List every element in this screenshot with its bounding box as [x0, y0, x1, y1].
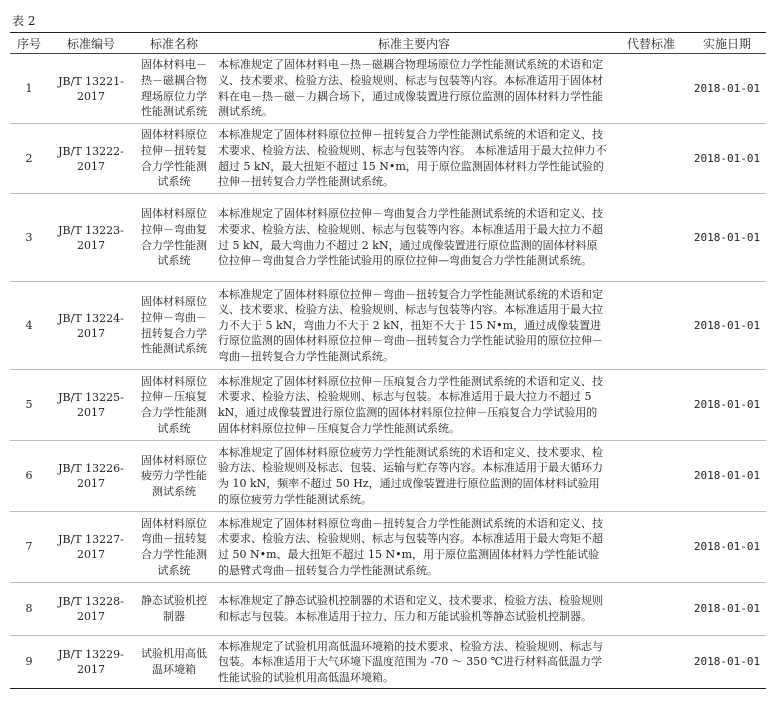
header-index: 序号 — [10, 33, 48, 54]
cell-replaced — [614, 512, 688, 583]
table-row — [10, 583, 766, 636]
cell-name: 固体材料原位拉伸－弯曲复合力学性能测试系统 — [134, 194, 214, 282]
cell-code: JB/T 13223-2017 — [48, 194, 134, 282]
cell-name: 静态试验机控制器 — [134, 583, 214, 636]
cell-date: 2018-01-01 — [688, 124, 766, 194]
header-date: 实施日期 — [688, 33, 766, 54]
cell-name: 固体材料原位拉伸－弯曲－扭转复合力学性能测试系统 — [134, 282, 214, 370]
cell-name: 固体材料原位拉伸－扭转复合力学性能测试系统 — [134, 124, 214, 194]
cell-content: 本标准规定了固体材料原位拉伸－弯曲－扭转复合力学性能测试系统的术语和定义、技术要求、检验方法、检验规则、标志与包装等内容。本标准适用于最大拉力不大于 5 kN，弯曲力不大于 2 kN，扭矩不大于 15 N•m，通过成像装置进行原位监测的固体材料原位拉伸－弯曲－扭转复合力学性能试验用的原位拉伸－弯曲－扭转复合力学性能测试系统。 — [214, 282, 614, 370]
cell-date: 2018-01-01 — [688, 512, 766, 583]
cell-code: JB/T 13222-2017 — [48, 124, 134, 194]
cell-content: 本标准规定了固体材料电－热－磁耦合物理场原位力学性能测试系统的术语和定义、技术要求、检验方法、检验规则、标志与包装等内容。本标准适用于固体材料在电－热－磁－力耦合场下，通过成像装置进行原位监测的固体材料力学性能测试系统。 — [214, 54, 614, 124]
cell-name: 固体材料原位疲劳力学性能测试系统 — [134, 441, 214, 512]
header-name: 标准名称 — [134, 33, 214, 54]
cell-index: 6 — [10, 441, 48, 512]
cell-date: 2018-01-01 — [688, 636, 766, 689]
cell-date: 2018-01-01 — [688, 54, 766, 124]
cell-replaced — [614, 194, 688, 282]
cell-date: 2018-01-01 — [688, 583, 766, 636]
table-row — [10, 194, 766, 282]
cell-code: JB/T 13227-2017 — [48, 512, 134, 583]
table-row — [10, 282, 766, 370]
cell-code: JB/T 13224-2017 — [48, 282, 134, 370]
cell-replaced — [614, 583, 688, 636]
cell-index: 7 — [10, 512, 48, 583]
cell-content: 本标准规定了试验机用高低温环境箱的技术要求、检验方法、检验规则、标志与包装。本标准适用于大气环境下温度范围为 -70 ～ 350 ℃进行材料高低温力学性能试验的试验机用高低温环境箱。 — [214, 636, 614, 689]
cell-replaced — [614, 54, 688, 124]
cell-content: 本标准规定了固体材料原位拉伸－压痕复合力学性能测试系统的术语和定义、技术要求、检验方法、检验规则、标志与包装。本标准适用于最大拉力不超过 5 kN，通过成像装置进行原位监测的固体材料原位拉伸－压痕复合力学试验用的固体材料原位拉伸－压痕复合力学性能测试系统。 — [214, 370, 614, 441]
cell-date: 2018-01-01 — [688, 194, 766, 282]
table-row — [10, 636, 766, 689]
standards-table — [10, 32, 766, 689]
cell-content: 本标准规定了静态试验机控制器的术语和定义、技术要求、检验方法、检验规则和标志与包装。本标准适用于拉力、压力和万能试验机等静态试验机控制器。 — [214, 583, 614, 636]
cell-replaced — [614, 370, 688, 441]
cell-code: JB/T 13221-2017 — [48, 54, 134, 124]
cell-replaced — [614, 124, 688, 194]
cell-code: JB/T 13228-2017 — [48, 583, 134, 636]
table-row — [10, 370, 766, 441]
cell-content: 本标准规定了固体材料原位弯曲－扭转复合力学性能测试系统的术语和定义、技术要求、检验方法、检验规则、标志与包装等内容。本标准适用于最大弯矩不超过 50 N•m、最大扭矩不超过 15 N•m，用于原位监测固体材料力学性能试验的悬臂式弯曲－扭转复合力学性能测试系统。 — [214, 512, 614, 583]
table-header-row — [10, 33, 766, 54]
table-row — [10, 124, 766, 194]
cell-content: 本标准规定了固体材料原位疲劳力学性能测试系统的术语和定义、技术要求、检验方法、检验规则及标志、包装、运输与贮存等内容。本标准适用于最大循环力为 10 kN，频率不超过 50 Hz，通过成像装置进行原位监测的固体材料试验用的原位疲劳力学性能测试系统。 — [214, 441, 614, 512]
table-row — [10, 441, 766, 512]
header-replaced: 代替标准 — [614, 33, 688, 54]
cell-date: 2018-01-01 — [688, 441, 766, 512]
cell-date: 2018-01-01 — [688, 282, 766, 370]
cell-content: 本标准规定了固体材料原位拉伸－扭转复合力学性能测试系统的术语和定义、技术要求、检验方法、检验规则、标志与包装等内容。 本标准适用于最大拉伸力不超过 5 kN，最大扭矩不超过 15 N•m，用于原位监测固体材料力学性能试验的拉伸－扭转复合力学性能测试系统。 — [214, 124, 614, 194]
cell-content: 本标准规定了固体材料原位拉伸－弯曲复合力学性能测试系统的术语和定义、技术要求、检验方法、检验规则、标志与包装等内容。本标准适用于最大拉力不超过 5 kN，最大弯曲力不超过 2 kN，通过成像装置进行原位监测的固体材料原位拉伸－弯曲复合力学性能试验用的原位拉伸—弯曲复合力学性能测试系统。 — [214, 194, 614, 282]
cell-index: 4 — [10, 282, 48, 370]
cell-name: 固体材料原位拉伸－压痕复合力学性能测试系统 — [134, 370, 214, 441]
cell-date: 2018-01-01 — [688, 370, 766, 441]
header-code: 标准编号 — [48, 33, 134, 54]
table-row — [10, 512, 766, 583]
cell-name: 固体材料电－热－磁耦合物理场原位力学性能测试系统 — [134, 54, 214, 124]
table-row — [10, 54, 766, 124]
cell-index: 8 — [10, 583, 48, 636]
cell-index: 2 — [10, 124, 48, 194]
cell-index: 9 — [10, 636, 48, 689]
cell-name: 试验机用高低温环境箱 — [134, 636, 214, 689]
cell-replaced — [614, 441, 688, 512]
cell-replaced — [614, 636, 688, 689]
cell-code: JB/T 13226-2017 — [48, 441, 134, 512]
cell-replaced — [614, 282, 688, 370]
cell-name: 固体材料原位弯曲－扭转复合力学性能测试系统 — [134, 512, 214, 583]
cell-code: JB/T 13229-2017 — [48, 636, 134, 689]
table-caption: 表 2 — [12, 14, 36, 28]
cell-index: 5 — [10, 370, 48, 441]
cell-code: JB/T 13225-2017 — [48, 370, 134, 441]
cell-index: 1 — [10, 54, 48, 124]
cell-index: 3 — [10, 194, 48, 282]
header-content: 标准主要内容 — [214, 33, 614, 54]
